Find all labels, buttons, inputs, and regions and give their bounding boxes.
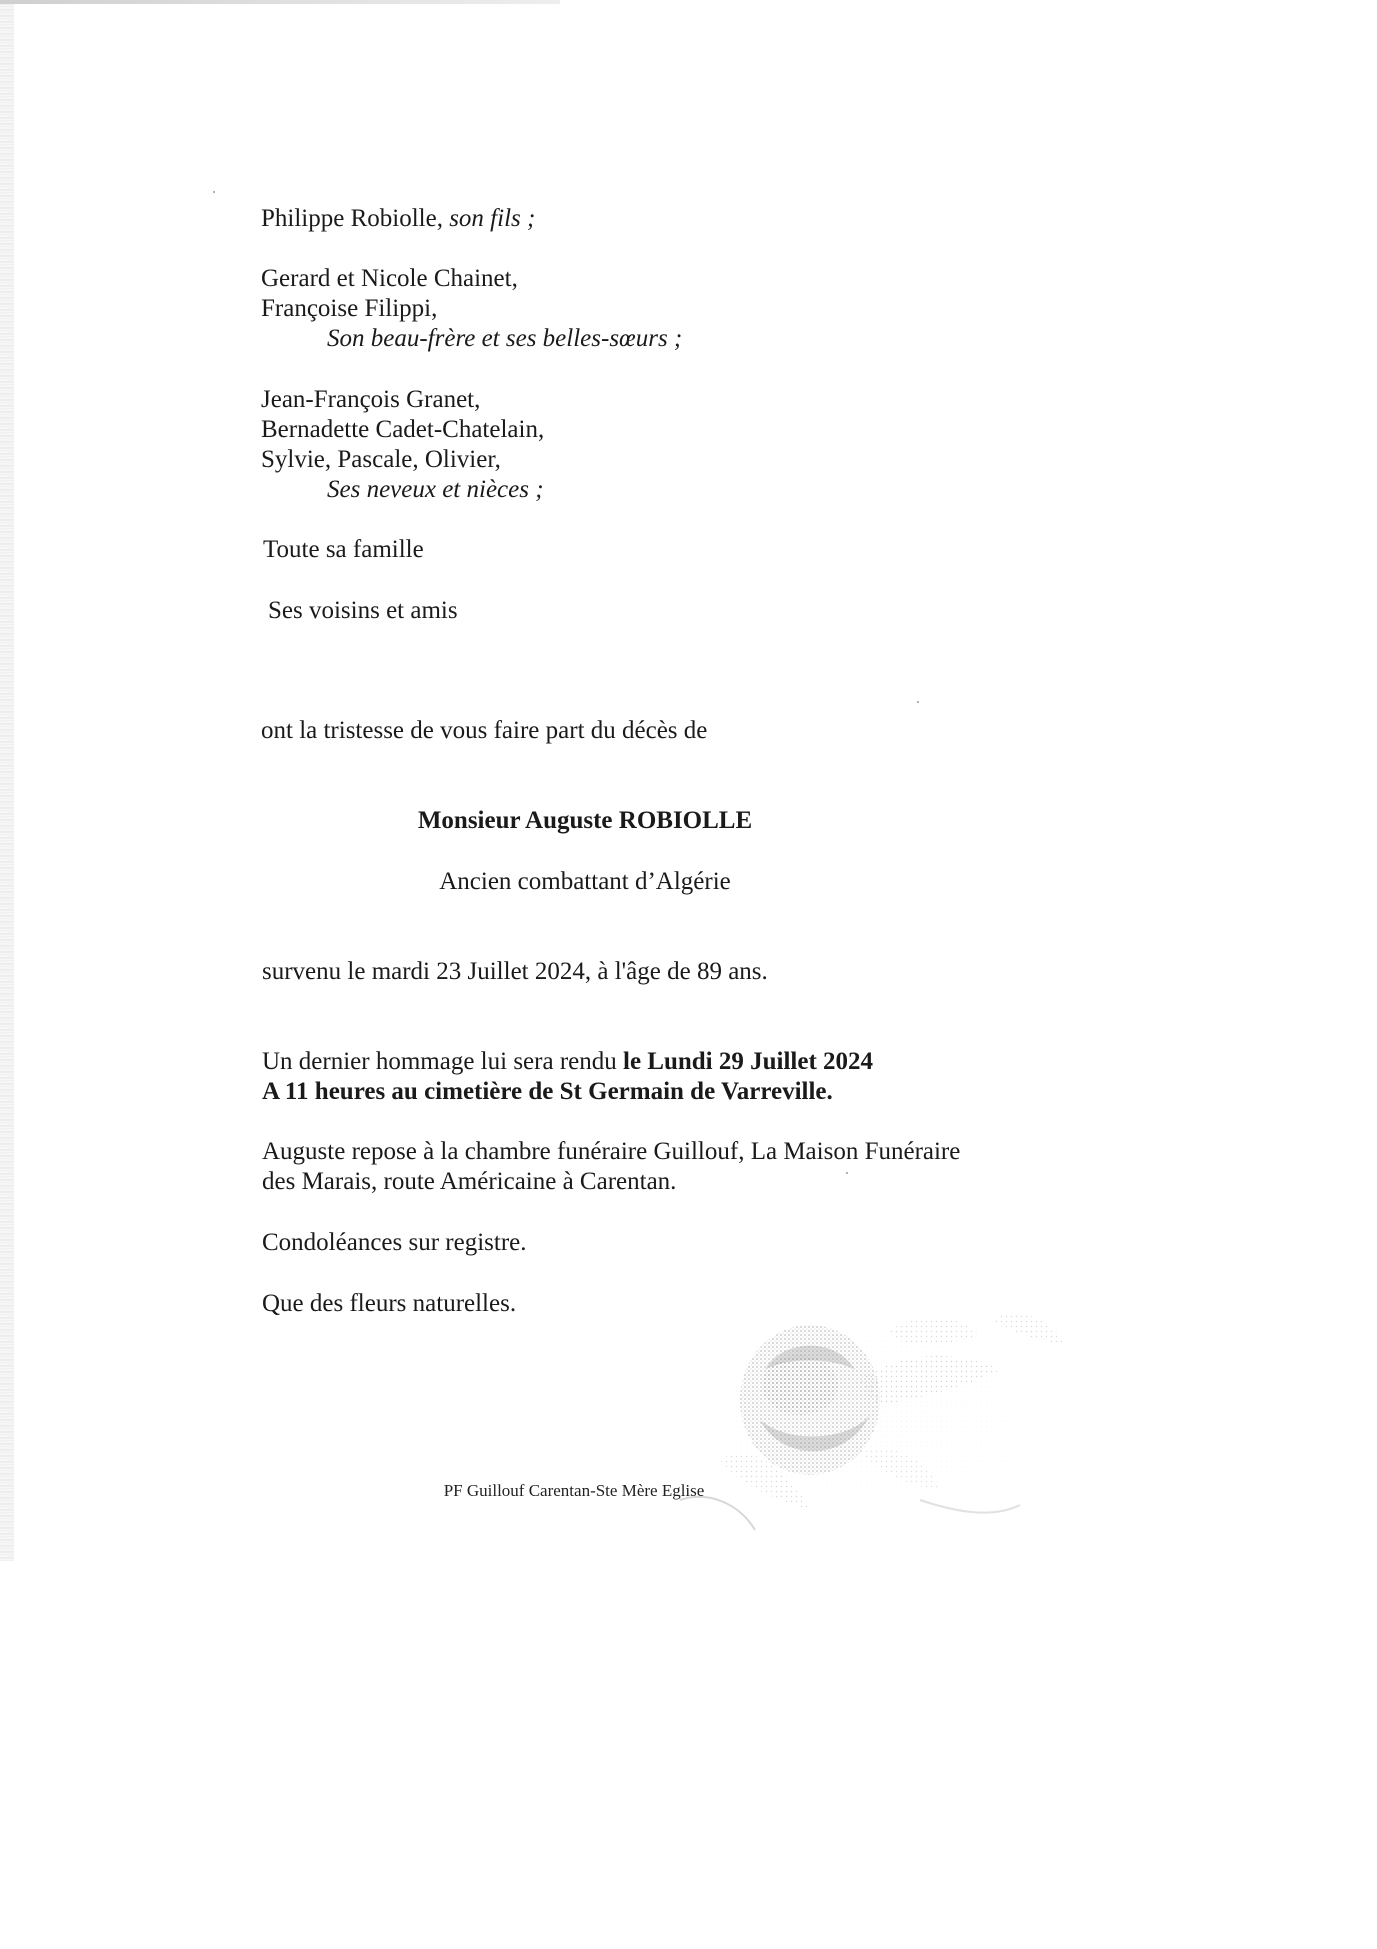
ceremony-line — [262, 1047, 873, 1077]
rest-line-2: des Marais, route Américaine à Carentan. — [262, 1168, 677, 1195]
rose-icon — [660, 1290, 1080, 1540]
nephew-name: Bernadette Cadet-Chatelain, — [261, 416, 545, 443]
ceremony-date: le Lundi 29 Juillet 2024 — [623, 1048, 874, 1075]
scan-speck — [213, 191, 215, 193]
ceremony-intro: Un dernier hommage lui sera rendu — [262, 1048, 623, 1075]
deceased-name: Monsieur Auguste ROBIOLLE — [417, 807, 753, 834]
death-date-line: survenu le mardi 23 Juillet 2024, à l'âge de 89 ans. — [262, 958, 768, 985]
condolences-line: Condoléances sur registre. — [262, 1229, 527, 1256]
son-name: Philippe Robiolle, — [261, 205, 450, 232]
scan-edge-top — [0, 0, 560, 4]
nephews-relation: Ses neveux et nièces ; — [327, 476, 544, 503]
in-laws-relation: Son beau-frère et ses belles-sœurs ; — [327, 325, 683, 352]
scan-speck — [846, 1172, 848, 1174]
ceremony-place: A 11 heures au cimetière de St Germain de Varreville. — [262, 1078, 833, 1105]
in-law-name: Françoise Filippi, — [261, 295, 438, 322]
nephew-name: Sylvie, Pascale, Olivier, — [261, 446, 501, 473]
deceased-title: Ancien combattant d’Algérie — [439, 868, 731, 895]
neighbors-line: Ses voisins et amis — [268, 597, 458, 624]
announcement-intro: ont la tristesse de vous faire part du décès de — [261, 717, 708, 744]
whole-family-line: Toute sa famille — [263, 536, 424, 563]
rest-line-1: Auguste repose à la chambre funéraire Guillouf, La Maison Funéraire — [262, 1138, 961, 1165]
in-law-name: Gerard et Nicole Chainet, — [261, 265, 518, 292]
funeral-home-footer: PF Guillouf Carentan-Ste Mère Eglise — [443, 1481, 705, 1500]
scan-edge-left — [0, 0, 14, 1561]
flowers-line: Que des fleurs naturelles. — [262, 1290, 517, 1317]
son-line — [261, 204, 535, 234]
scan-speck — [917, 701, 919, 703]
nephew-name: Jean-François Granet, — [261, 386, 481, 413]
son-relation: son fils ; — [449, 205, 536, 232]
